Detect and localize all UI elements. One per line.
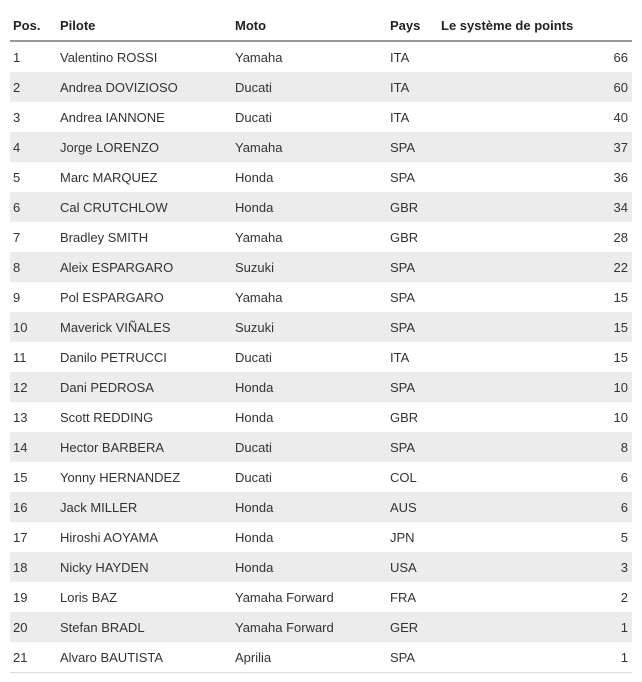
- cell-points: 34: [438, 192, 632, 222]
- cell-nation: SPA: [387, 132, 438, 162]
- cell-points: 28: [613, 229, 628, 245]
- cell-points: 40: [613, 109, 628, 125]
- table-row: [10, 462, 632, 492]
- cell-pos: 20: [10, 612, 57, 642]
- cell-bike: Ducati: [235, 109, 272, 125]
- header-row: [10, 11, 632, 41]
- cell-bike: Suzuki: [232, 252, 387, 282]
- cell-nation: FRA: [390, 589, 416, 605]
- cell-nation: SPA: [387, 252, 438, 282]
- cell-nation: ITA: [390, 349, 410, 365]
- cell-bike: Yamaha Forward: [235, 589, 334, 605]
- table-row: [10, 492, 632, 522]
- cell-nation: GBR: [390, 229, 419, 245]
- cell-rider: Scott REDDING: [60, 409, 154, 425]
- cell-bike: Yamaha: [235, 229, 283, 245]
- cell-rider: Loris BAZ: [60, 589, 118, 605]
- cell-pos: 12: [10, 372, 57, 402]
- table-header: [10, 11, 632, 41]
- table-row: [10, 612, 632, 642]
- cell-pos: 13: [13, 409, 28, 425]
- cell-pos: 1: [13, 49, 21, 65]
- cell-rider: Pol ESPARGARO: [60, 289, 164, 305]
- cell-rider: Dani PEDROSA: [57, 372, 232, 402]
- cell-nation: ITA: [387, 72, 438, 102]
- cell-points: 5: [620, 529, 628, 545]
- cell-pos: 5: [13, 169, 21, 185]
- cell-nation: SPA: [390, 169, 416, 185]
- cell-rider: Aleix ESPARGARO: [57, 252, 232, 282]
- cell-bike: Honda: [235, 169, 274, 185]
- cell-points: 6: [438, 492, 632, 522]
- cell-rider: Bradley SMITH: [60, 229, 149, 245]
- table-row: [10, 102, 632, 132]
- table-row: [10, 402, 632, 432]
- cell-bike: Honda: [232, 552, 387, 582]
- cell-nation: GER: [387, 612, 438, 642]
- cell-nation: ITA: [390, 49, 410, 65]
- cell-bike: Suzuki: [232, 312, 387, 342]
- cell-bike: Aprilia: [232, 642, 387, 673]
- standings-table: [10, 11, 632, 673]
- cell-points: 15: [613, 289, 628, 305]
- cell-bike: Ducati: [232, 72, 387, 102]
- cell-bike: Honda: [232, 492, 387, 522]
- cell-bike: Honda: [235, 529, 274, 545]
- cell-pos: 19: [13, 589, 28, 605]
- cell-nation: SPA: [387, 642, 438, 673]
- cell-pos: 4: [10, 132, 57, 162]
- cell-rider: Danilo PETRUCCI: [60, 349, 167, 365]
- table-row: [10, 552, 632, 582]
- table-row: [10, 312, 632, 342]
- table-row: [10, 432, 632, 462]
- cell-rider: Valentino ROSSI: [60, 49, 158, 65]
- cell-nation: GBR: [390, 409, 419, 425]
- table-row: [10, 72, 632, 102]
- cell-rider: Stefan BRADL: [57, 612, 232, 642]
- cell-pos: 11: [13, 349, 27, 365]
- cell-bike: Honda: [235, 409, 274, 425]
- header-bike: Moto: [232, 11, 387, 41]
- cell-points: 6: [620, 469, 628, 485]
- table-body: [10, 41, 632, 673]
- cell-pos: 2: [10, 72, 57, 102]
- cell-bike: Ducati: [232, 432, 387, 462]
- cell-nation: ITA: [390, 109, 410, 125]
- cell-points: 60: [438, 72, 632, 102]
- cell-rider: Marc MARQUEZ: [60, 169, 158, 185]
- cell-points: 1: [438, 642, 632, 673]
- cell-nation: COL: [390, 469, 417, 485]
- cell-bike: Yamaha Forward: [232, 612, 387, 642]
- cell-rider: Jorge LORENZO: [57, 132, 232, 162]
- cell-points: 37: [438, 132, 632, 162]
- cell-points: 2: [620, 589, 628, 605]
- cell-nation: JPN: [390, 529, 415, 545]
- cell-rider: Andrea IANNONE: [60, 109, 165, 125]
- cell-nation: SPA: [387, 432, 438, 462]
- table-row: [10, 282, 632, 312]
- cell-points: 10: [438, 372, 632, 402]
- cell-pos: 7: [13, 229, 21, 245]
- cell-pos: 9: [13, 289, 21, 305]
- table-row: [10, 162, 632, 192]
- cell-pos: 16: [10, 492, 57, 522]
- cell-points: 66: [613, 49, 628, 65]
- cell-points: 8: [438, 432, 632, 462]
- table-row: [10, 372, 632, 402]
- header-rider: Pilote: [57, 11, 232, 41]
- cell-rider: Yonny HERNANDEZ: [60, 469, 181, 485]
- cell-pos: 17: [13, 529, 28, 545]
- cell-points: 22: [438, 252, 632, 282]
- table-row: [10, 582, 632, 612]
- cell-pos: 6: [10, 192, 57, 222]
- table-row: [10, 192, 632, 222]
- cell-rider: Hiroshi AOYAMA: [60, 529, 159, 545]
- cell-rider: Cal CRUTCHLOW: [57, 192, 232, 222]
- table-row: [10, 342, 632, 372]
- cell-bike: Honda: [232, 372, 387, 402]
- cell-pos: 14: [10, 432, 57, 462]
- table-row: [10, 642, 632, 673]
- cell-rider: Hector BARBERA: [57, 432, 232, 462]
- cell-bike: Yamaha: [235, 49, 283, 65]
- cell-pos: 15: [13, 469, 28, 485]
- cell-bike: Yamaha: [235, 289, 283, 305]
- table-row: [10, 222, 632, 252]
- cell-rider: Andrea DOVIZIOSO: [57, 72, 232, 102]
- cell-pos: 21: [10, 642, 57, 673]
- cell-points: 36: [613, 169, 628, 185]
- table-row: [10, 252, 632, 282]
- cell-nation: GBR: [387, 192, 438, 222]
- header-nation: Pays: [387, 11, 438, 41]
- cell-bike: Ducati: [235, 349, 272, 365]
- cell-pos: 3: [13, 109, 21, 125]
- table-row: [10, 132, 632, 162]
- cell-points: 10: [613, 409, 628, 425]
- header-pos: Pos.: [10, 11, 57, 41]
- cell-pos: 10: [10, 312, 57, 342]
- cell-nation: AUS: [387, 492, 438, 522]
- cell-pos: 8: [10, 252, 57, 282]
- cell-nation: SPA: [387, 372, 438, 402]
- table-row: [10, 522, 632, 552]
- cell-nation: SPA: [390, 289, 416, 305]
- cell-points: 1: [438, 612, 632, 642]
- cell-points: 15: [438, 312, 632, 342]
- cell-nation: SPA: [387, 312, 438, 342]
- cell-pos: 18: [10, 552, 57, 582]
- cell-rider: Jack MILLER: [57, 492, 232, 522]
- cell-nation: USA: [387, 552, 438, 582]
- table-row: [10, 41, 632, 72]
- cell-bike: Ducati: [235, 469, 272, 485]
- header-points: Le système de points: [438, 11, 632, 41]
- cell-rider: Nicky HAYDEN: [57, 552, 232, 582]
- cell-points: 3: [438, 552, 632, 582]
- cell-rider: Maverick VIÑALES: [57, 312, 232, 342]
- cell-rider: Alvaro BAUTISTA: [57, 642, 232, 673]
- cell-bike: Yamaha: [232, 132, 387, 162]
- cell-bike: Honda: [232, 192, 387, 222]
- cell-points: 15: [613, 349, 628, 365]
